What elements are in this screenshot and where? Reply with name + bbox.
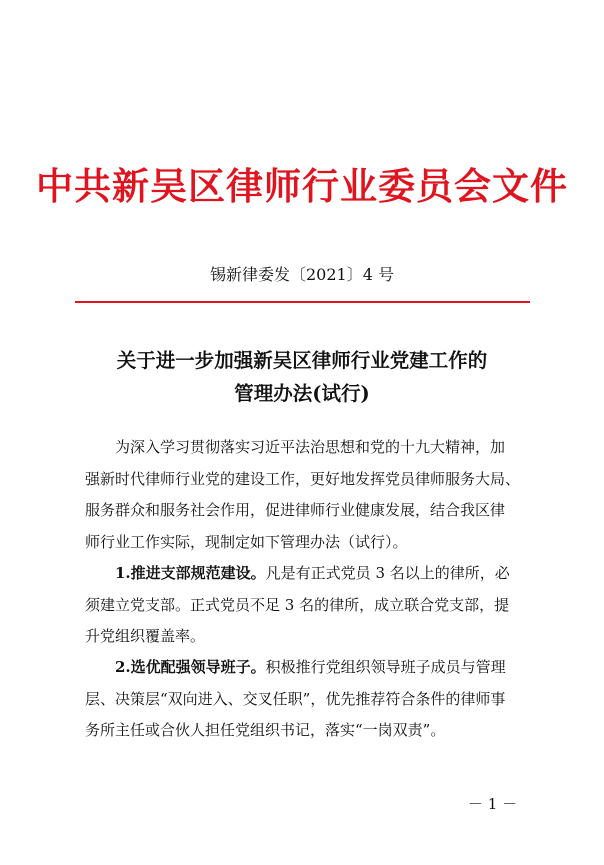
paragraph-line: 升党组织覆盖率。 (85, 627, 206, 645)
paragraph-line: 务所主任或合伙人担任党组织书记，落实“一岗双责”。 (85, 721, 446, 739)
item-2-paragraph (85, 652, 525, 747)
document-number: 锡新律委发〔2021〕4 号 (210, 265, 394, 284)
paragraph-line: 层、决策层“双向进入、交叉任职”，优先推荐符合条件的律师事 (85, 689, 506, 708)
paragraph-line: 师行业工作实际，现制定如下管理办法（试行）。 (85, 532, 408, 551)
item-2-heading: 2.选优配强领导班子。 (115, 658, 266, 676)
paragraph-line: 强新时代律师行业党的建设工作，更好地发挥党员律师服务大局、 (85, 469, 521, 488)
document-title-line-1: 关于进一步加强新吴区律师行业党建工作的 (116, 349, 488, 372)
item-1-heading: 1.推进支部规范建设。 (115, 564, 266, 582)
intro-paragraph (85, 432, 525, 558)
paragraph-line: 为深入学习贯彻落实习近平法治思想和党的十九大精神，加 (115, 438, 506, 456)
item-1-text: 凡是有正式党员 3 名以上的律所，必 (265, 564, 510, 582)
paragraph-line (85, 558, 525, 590)
item-2-text: 积极推行党组织领导班子成员与管理 (265, 658, 506, 676)
red-divider-line (75, 301, 530, 303)
paragraph-line: 须建立党支部。正式党员不足 3 名的律所，成立联合党支部，提 (85, 595, 510, 614)
paragraph-line (85, 652, 525, 684)
item-1-paragraph (85, 558, 525, 653)
paragraph-line: 服务群众和服务社会作用，促进律师行业健康发展，结合我区律 (85, 501, 506, 519)
page-number: － 1 － (468, 795, 518, 813)
header-title: 中共新吴区律师行业委员会文件 (36, 164, 568, 208)
document-title-line-2: 管理办法(试行) (234, 382, 370, 405)
